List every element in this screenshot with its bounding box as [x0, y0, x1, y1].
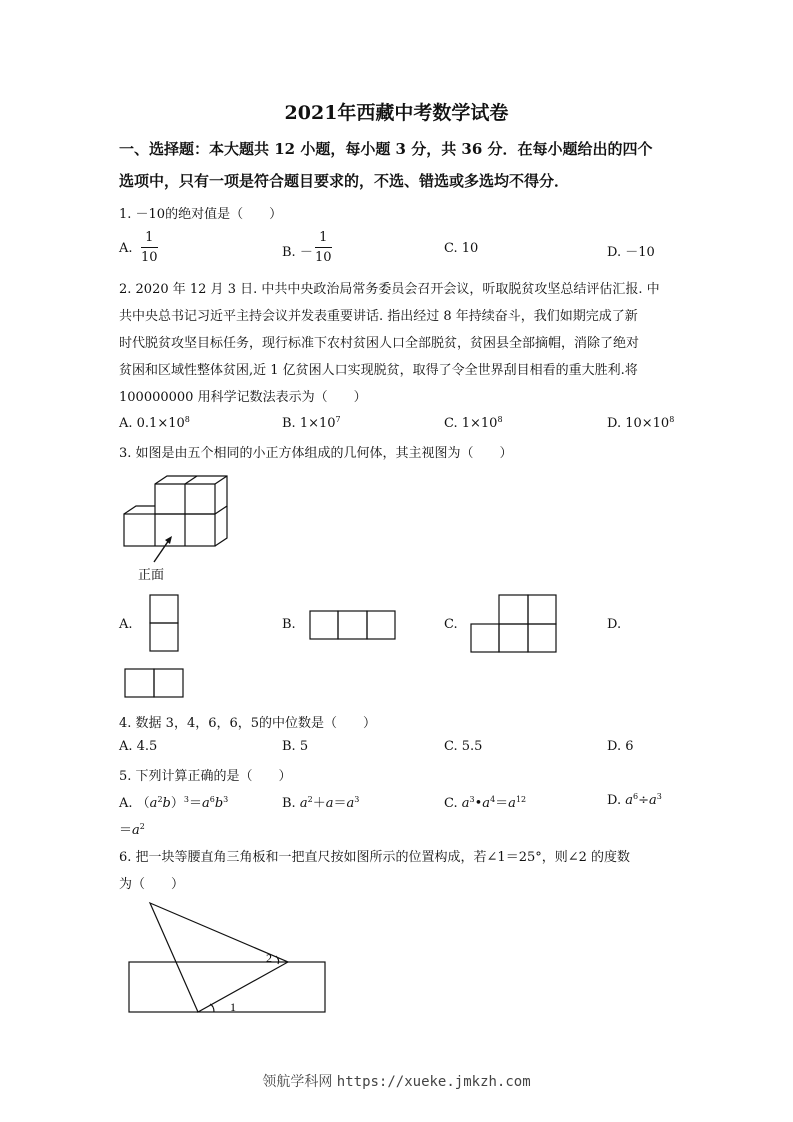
q3-option-c-label: C.: [444, 617, 458, 632]
section-heading-line2: 选项中，只有一项是符合题目要求的，不选、错选或多选均不得分．: [119, 172, 570, 190]
q1-option-a-label: A.: [119, 241, 133, 256]
q5-option-d-continued: $=a^2$: [119, 822, 145, 838]
q3-stem: 3. 如图是由五个相同的小正方体组成的几何体，其主视图为（ ）: [119, 446, 513, 461]
q2-option-a: A. $0.1\times 10^8$: [119, 415, 190, 431]
footer-site-name: 领航学科网: [262, 1074, 333, 1090]
q5-option-c: C. $a^3•a^4=a^{12}$: [444, 795, 527, 811]
q2-stem-line2: 共中央总书记习近平主持会议并发表重要讲话. 指出经过 8 年持续奋斗，我们如期完成了新: [119, 309, 638, 324]
q1-option-b-fraction: [315, 229, 332, 268]
q3-option-b-figure: [309, 610, 397, 640]
footer-url[interactable]: https://xueke.jmkzh.com: [336, 1074, 531, 1090]
q5-stem: 5. 下列计算正确的是（ ）: [119, 769, 292, 784]
q2-option-c: C. $1\times 10^8$: [444, 415, 503, 431]
q2-stem-line5: 100000000 用科学记数法表示为（ ）: [119, 390, 367, 405]
q6-stem-line1: 6. 把一块等腰直角三角板和一把直尺按如图所示的位置构成，若∠1＝25°，则∠2 的度数: [119, 850, 631, 865]
q5-option-a: A. $(a^2b)^3=a^6b^3$: [119, 795, 229, 811]
q1-a-denominator: 10: [141, 250, 158, 265]
page-title: 2021年西藏中考数学试卷: [284, 102, 509, 124]
q3-cube-figure: [118, 476, 238, 571]
q1-option-d: D. －10: [607, 245, 655, 260]
q1-option-c: C. 10: [444, 241, 479, 256]
q4-option-a: A. 4.5: [119, 739, 158, 754]
q1-b-numerator: 1: [315, 229, 332, 248]
q4-option-c: C. 5.5: [444, 739, 483, 754]
q3-option-c-figure: [470, 594, 558, 654]
q1-stem: 1. －10的绝对值是（ ）: [119, 207, 283, 222]
q1-b-denominator: 10: [315, 250, 332, 265]
q5-option-d: D. $a^6\div a^3$: [607, 792, 662, 808]
section-heading-line1: 一、选择题：本大题共 12 小题，每小题 3 分，共 36 分．在每小题给出的四个: [119, 140, 653, 158]
q4-option-d: D. 6: [607, 739, 634, 754]
page-footer: [0, 1071, 793, 1091]
angle-2-label: 2: [266, 951, 272, 965]
q2-stem-line3: 时代脱贫攻坚目标任务，现行标准下农村贫困人口全部脱贫，贫困县全部摘帽，消除了绝对: [119, 336, 640, 351]
q3-option-d-label: D.: [607, 617, 622, 632]
ruler-rectangle: [129, 962, 325, 1012]
q5-option-b: B. $a^2+a=a^3$: [282, 795, 360, 811]
q2-option-b: B. $1\times 10^7$: [282, 415, 341, 431]
q1-option-b-label: B. －: [282, 245, 313, 260]
q6-triangle-ruler-figure: [128, 902, 328, 1016]
q4-option-b: B. 5: [282, 739, 309, 754]
q1-option-a-fraction: [141, 229, 158, 268]
q3-option-a-label: A.: [119, 617, 133, 632]
q2-option-d: D. $10\times 10^8$: [607, 415, 675, 431]
q3-option-a-figure: [149, 594, 179, 652]
q3-front-label: 正面: [138, 568, 165, 583]
q4-stem: 4. 数据 3，4，6，6，5的中位数是（ ）: [119, 716, 377, 731]
q3-option-d-figure: [124, 668, 184, 698]
q2-stem-line1: 2. 2020 年 12 月 3 日. 中共中央政治局常务委员会召开会议，听取脱贫攻坚总结评估汇报. 中: [119, 282, 660, 297]
q2-stem-line4: 贫困和区域性整体贫困,近 1 亿贫困人口实现脱贫，取得了令全世界刮目相看的重大胜利.将: [119, 363, 638, 378]
angle-1-label: 1: [230, 1000, 236, 1014]
q6-stem-line2: 为（ ）: [119, 877, 185, 892]
q1-a-numerator: 1: [141, 229, 158, 248]
q3-option-b-label: B.: [282, 617, 296, 632]
